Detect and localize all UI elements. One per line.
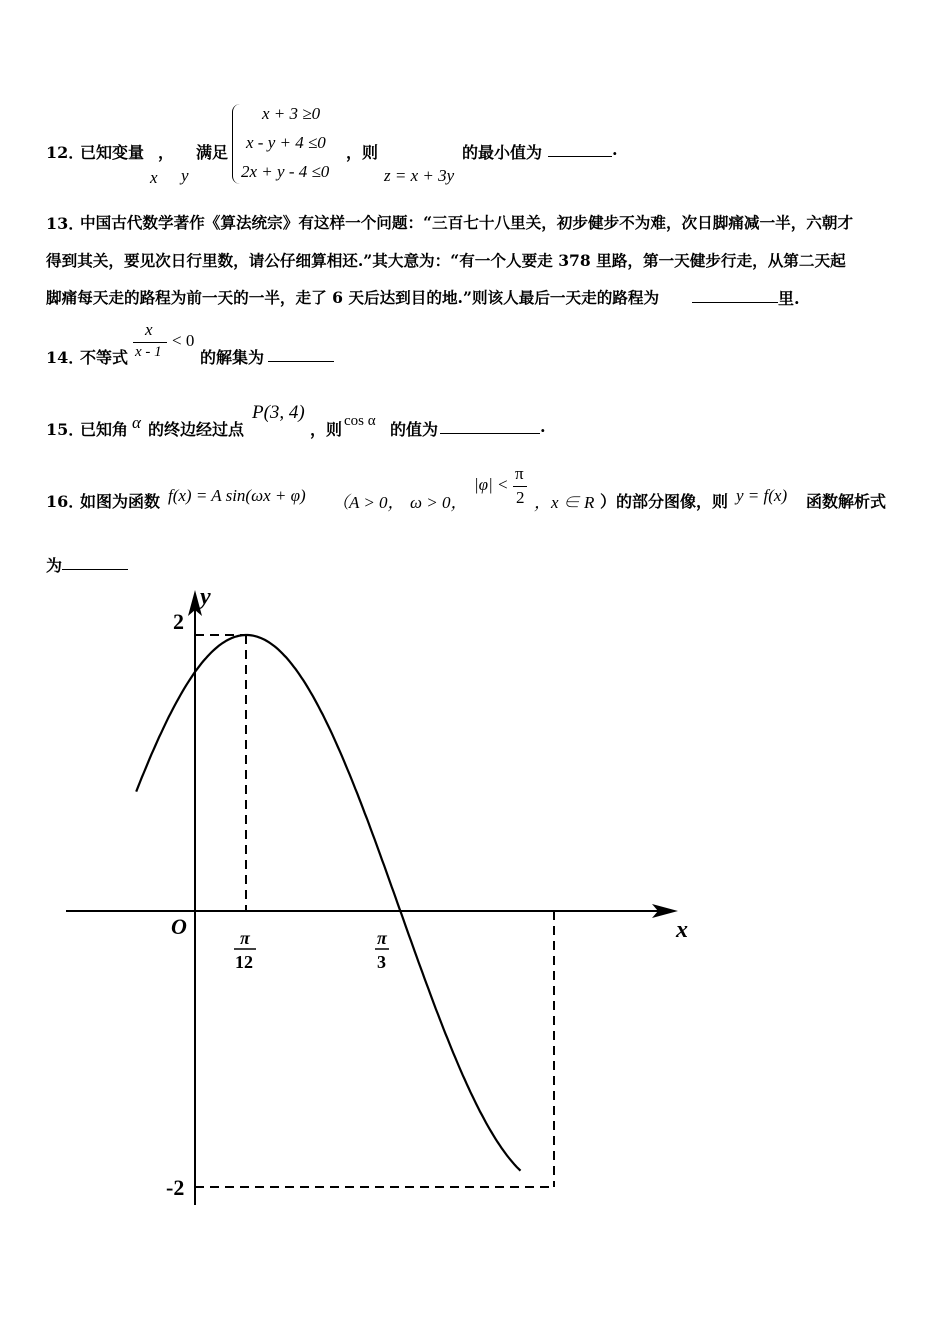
q13-number: 13．	[46, 214, 85, 233]
q12-var-x: x	[150, 168, 158, 187]
q12-text-2: 满足	[196, 143, 229, 162]
y-tick-label-top: 2	[173, 609, 184, 634]
origin-label: O	[171, 914, 187, 939]
q15-point: P(3, 4)	[252, 402, 305, 423]
x-tick1-denominator: 12	[235, 952, 253, 972]
q15-number: 15．	[46, 420, 85, 439]
q14-numerator: x	[145, 320, 153, 339]
q15-text-3: ，则	[310, 420, 343, 439]
x-tick2-numerator: π	[377, 928, 387, 948]
x-tick1-numerator: π	[240, 928, 250, 948]
q16-cond-A: （A > 0，	[332, 493, 405, 512]
q14-number: 14．	[46, 348, 85, 367]
q16-number: 16．	[46, 492, 85, 511]
q14-text-2: 的解集为	[200, 348, 265, 367]
y-tick-label-bottom: -2	[166, 1175, 185, 1200]
q15-text-2: 的终边经过点	[148, 420, 245, 439]
q12-text-1: 已知变量	[80, 143, 145, 162]
q14-denominator: x - 1	[135, 344, 162, 360]
q15-cos: cos α	[344, 413, 376, 429]
q12-var-y: y	[181, 166, 189, 185]
q12-period: .	[612, 140, 618, 159]
q16-y-equals: y = f(x)	[736, 486, 788, 505]
q14-less-than: < 0	[172, 331, 195, 350]
q12-text-3: ，则	[346, 143, 379, 162]
q12-constraint-3: 2x + y - 4 ≤0	[241, 162, 330, 181]
sine-curve	[136, 635, 520, 1171]
q16-text-1: 如图为函数	[80, 492, 161, 511]
q16-pi: π	[515, 464, 524, 483]
q16-text-3: 函数解析式	[806, 492, 887, 511]
q14-text-1: 不等式	[80, 348, 129, 367]
q12-objective: z = x + 3y	[384, 166, 455, 185]
q15-text-4: 的值为	[390, 420, 439, 439]
q12-number: 12．	[46, 143, 85, 162]
q12-comma: ，	[158, 143, 175, 162]
q16-text-2: ）的部分图像，则	[600, 492, 729, 511]
q16-cond-phi: |φ| <	[474, 475, 509, 494]
q13-line-1: 中国古代数学著作《算法统宗》有这样一个问题：“三百七十八里关，初步健步不为难，次日脚痛减一半，六朝才	[80, 213, 854, 232]
y-axis-label: y	[200, 584, 211, 610]
q13-line-2: 得到其关，要见次日行里数，请公仔细算相还.”其大意为：“有一个人要走 378 里路，第一天健步行走，从第二天起	[46, 251, 846, 270]
q16-function: f(x) = A sin(ωx + φ)	[168, 486, 306, 505]
q13-unit: 里.	[778, 289, 800, 308]
q16-cond-omega: ω > 0，	[410, 493, 468, 512]
q15-period: .	[540, 417, 546, 436]
q12-constraint-2: x - y + 4 ≤0	[246, 133, 326, 152]
q16-text-4: 为	[46, 556, 63, 575]
q15-text-1: 已知角	[80, 420, 129, 439]
q16-cond-x: ，x ∈ R	[534, 493, 595, 512]
q15-alpha: α	[132, 413, 141, 432]
q16-two: 2	[516, 488, 525, 507]
x-tick2-denominator: 3	[377, 952, 386, 972]
q13-line-3: 脚痛每天走的路程为前一天的一半，走了 6 天后达到目的地.”则该人最后一天走的路程为	[46, 288, 660, 307]
x-axis-label: x	[676, 917, 688, 943]
q12-text-4: 的最小值为	[462, 143, 543, 162]
q12-constraint-1: x + 3 ≥0	[262, 104, 321, 123]
